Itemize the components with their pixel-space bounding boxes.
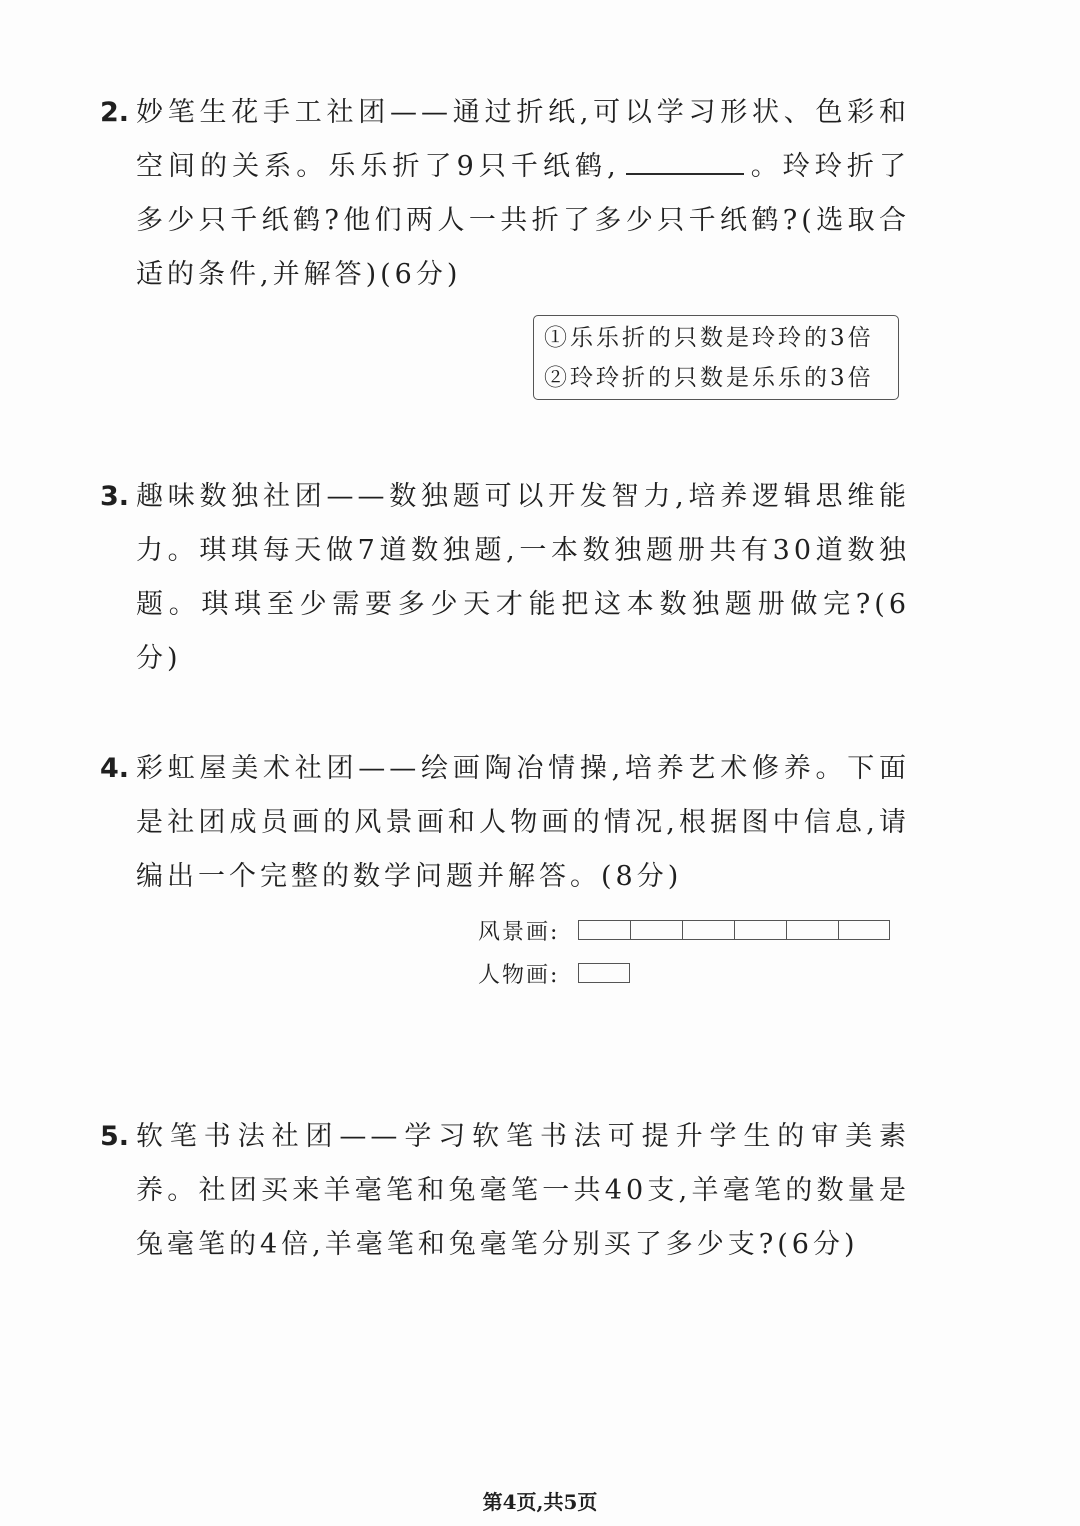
conditions-box <box>533 315 899 400</box>
condition-option-1: ①乐乐折的只数是玲玲的3倍 <box>544 325 874 351</box>
bar-unit <box>838 920 890 940</box>
condition-option-2: ②玲玲折的只数是乐乐的3倍 <box>544 365 874 391</box>
question-3 <box>100 470 910 686</box>
bar-unit <box>630 920 682 940</box>
question-5 <box>100 1110 910 1272</box>
diagram-row-portrait <box>478 958 630 988</box>
page-footer: 第4页,共5页 <box>482 1490 598 1514</box>
bar-unit <box>786 920 838 940</box>
bar-unit <box>682 920 734 940</box>
question-2 <box>100 86 910 302</box>
question-number: 5. <box>100 1121 130 1152</box>
diagram-label-landscape: 风景画: <box>478 919 560 945</box>
diagram-label-portrait: 人物画: <box>478 962 560 988</box>
question-text <box>136 86 910 302</box>
question-number: 4. <box>100 753 130 784</box>
diagram-row-landscape <box>478 915 890 945</box>
bar-unit <box>578 920 630 940</box>
question-4 <box>100 742 910 904</box>
question-number: 3. <box>100 481 130 512</box>
bar-unit <box>734 920 786 940</box>
fill-blank[interactable] <box>626 145 744 175</box>
question-number: 2. <box>100 97 130 128</box>
bar-unit <box>578 963 630 983</box>
question-text: 软笔书法社团——学习软笔书法可提升学生的审美素养。社团买来羊毫笔和兔毫笔一共40支,羊毫笔的数量是兔毫笔的4倍,羊毫笔和兔毫笔分别买了多少支?(6分) <box>136 1121 910 1260</box>
question-text-part2: 。玲玲折了多少只千纸鹤?他们两人一共折了多少只千纸鹤?(选取合适的条件,并解答)(6分) <box>136 151 910 290</box>
question-text: 彩虹屋美术社团——绘画陶冶情操,培养艺术修养。下面是社团成员画的风景画和人物画的情况,根据图中信息,请编出一个完整的数学问题并解答。(8分) <box>136 753 910 892</box>
question-text-part1: 妙笔生花手工社团——通过折纸,可以学习形状、色彩和空间的关系。乐乐折了9只千纸鹤, <box>136 97 910 182</box>
question-text: 趣味数独社团——数独题可以开发智力,培养逻辑思维能力。琪琪每天做7道数独题,一本数独题册共有30道数独题。琪琪至少需要多少天才能把这本数独题册做完?(6分) <box>136 481 910 674</box>
